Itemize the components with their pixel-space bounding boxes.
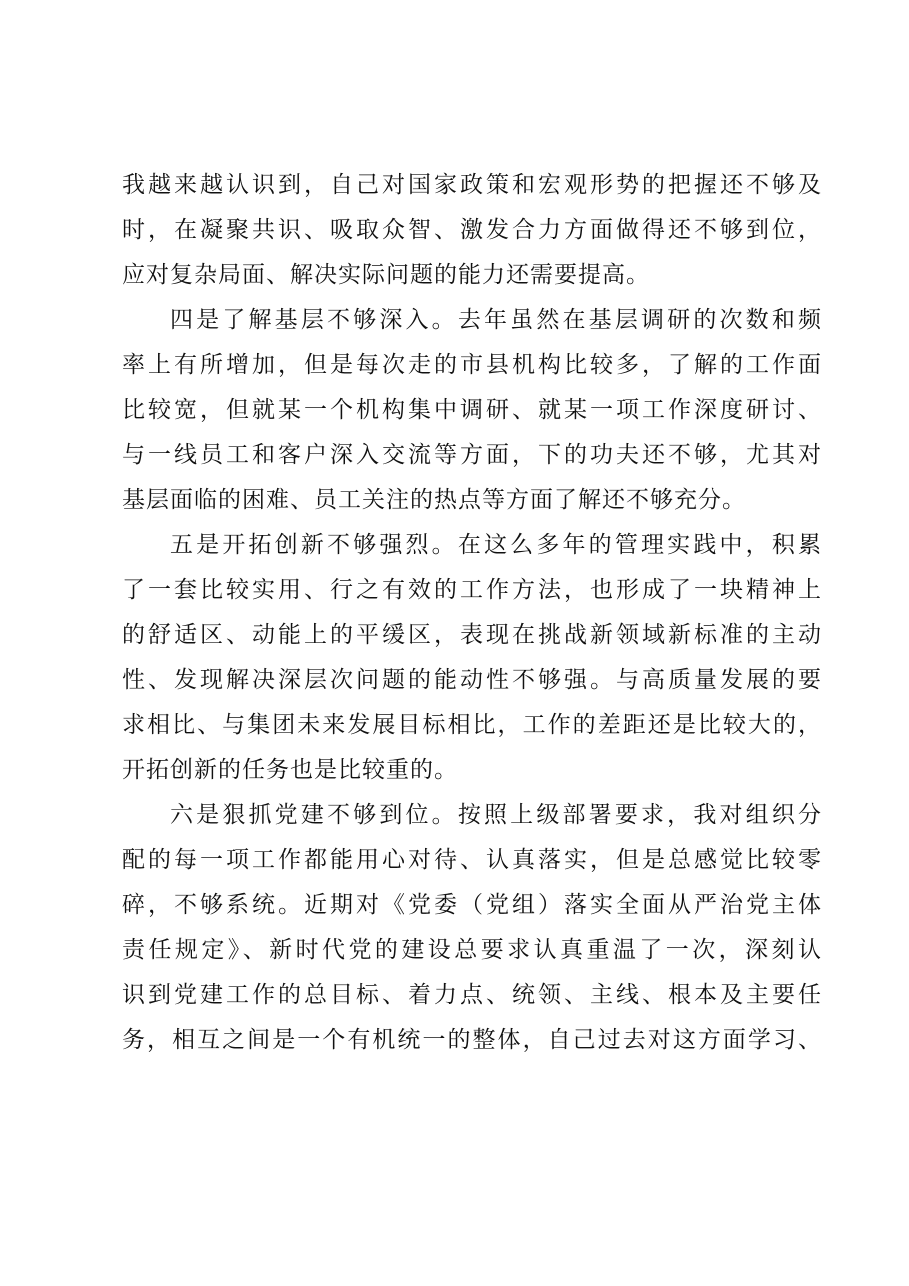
text-line: 性、发现解决深层次问题的能动性不够强。与高质量发展的要 [122, 667, 822, 693]
text-line: 五是开拓创新不够强烈。在这么多年的管理实践中，积累 [170, 532, 822, 558]
text-line: 责任规定》、新时代党的建设总要求认真重温了一次，深刻认 [122, 937, 822, 963]
text-line: 开拓创新的任务也是比较重的。 [122, 757, 458, 783]
text-line: 与一线员工和客户深入交流等方面，下的功夫还不够，尤其对 [122, 442, 822, 468]
text-line: 的舒适区、动能上的平缓区，表现在挑战新领域新标准的主动 [122, 622, 822, 648]
text-line: 我越来越认识到，自己对国家政策和宏观形势的把握还不够及 [122, 172, 822, 198]
text-line: 务，相互之间是一个有机统一的整体，自己过去对这方面学习、 [122, 1027, 822, 1053]
text-line: 四是了解基层不够深入。去年虽然在基层调研的次数和频 [170, 307, 822, 333]
document-body [122, 163, 822, 1063]
paragraph [122, 298, 822, 523]
text-line: 配的每一项工作都能用心对待、认真落实，但是总感觉比较零 [122, 847, 822, 873]
text-line: 基层面临的困难、员工关注的热点等方面了解还不够充分。 [122, 487, 746, 513]
text-line: 应对复杂局面、解决实际问题的能力还需要提高。 [122, 262, 650, 288]
text-line: 时，在凝聚共识、吸取众智、激发合力方面做得还不够到位， [122, 217, 822, 243]
text-line: 六是狠抓党建不够到位。按照上级部署要求，我对组织分 [170, 802, 822, 828]
text-line: 了一套比较实用、行之有效的工作方法，也形成了一块精神上 [122, 577, 822, 603]
text-line: 识到党建工作的总目标、着力点、统领、主线、根本及主要任 [122, 982, 822, 1008]
text-line: 比较宽，但就某一个机构集中调研、就某一项工作深度研讨、 [122, 397, 822, 423]
paragraph [122, 793, 822, 1063]
text-line: 求相比、与集团未来发展目标相比，工作的差距还是比较大的， [122, 712, 822, 738]
paragraph [122, 163, 822, 298]
text-line: 率上有所增加，但是每次走的市县机构比较多，了解的工作面 [122, 352, 822, 378]
paragraph [122, 523, 822, 793]
text-line: 碎，不够系统。近期对《党委（党组）落实全面从严治党主体 [122, 892, 822, 918]
